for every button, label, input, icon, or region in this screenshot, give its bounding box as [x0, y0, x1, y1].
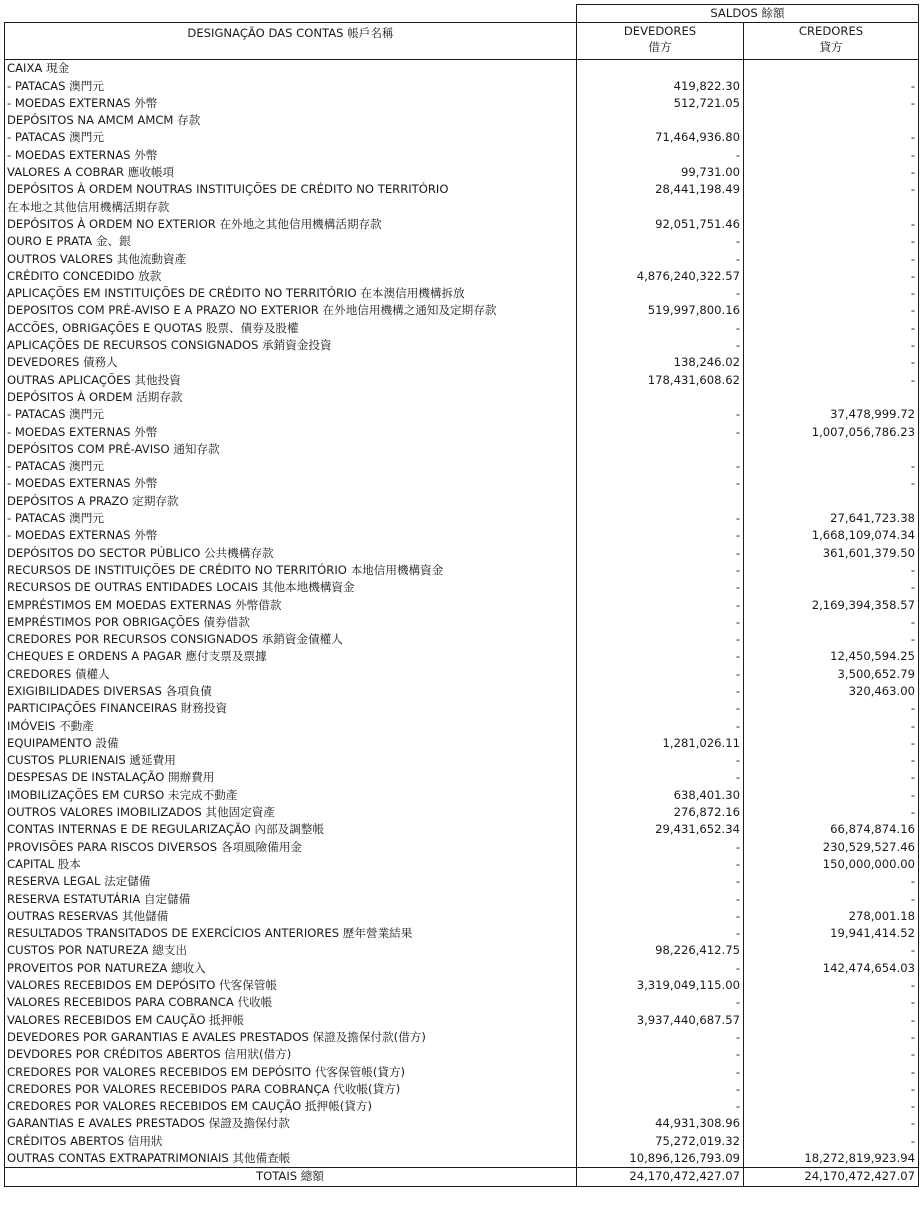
devedores-value: 92,051,751.46 — [577, 216, 744, 233]
account-label: DEPÓSITOS A PRAZO 定期存款 — [5, 493, 577, 510]
account-label: PROVISÕES PARA RISCOS DIVERSOS 各項風險備用金 — [5, 839, 577, 856]
account-label: CRÉDITOS ABERTOS 信用狀 — [5, 1133, 577, 1150]
account-row — [5, 78, 919, 95]
credores-value: - — [744, 372, 919, 389]
devedores-value: - — [577, 562, 744, 579]
account-row — [5, 769, 919, 786]
devedores-value: - — [577, 1046, 744, 1063]
credores-value: - — [744, 752, 919, 769]
devedores-value: 178,431,608.62 — [577, 372, 744, 389]
credores-value: 1,007,056,786.23 — [744, 424, 919, 441]
devedores-value — [577, 493, 744, 510]
header-row-columns — [5, 23, 919, 60]
account-row — [5, 666, 919, 683]
account-row — [5, 181, 919, 198]
credores-label: CREDORES — [798, 24, 864, 39]
devedores-value: - — [577, 233, 744, 250]
account-row — [5, 873, 919, 890]
account-label: 在本地之其他信用機構活期存款 — [5, 199, 577, 216]
devedores-value: 419,822.30 — [577, 78, 744, 95]
devedores-value: - — [577, 1081, 744, 1098]
account-row — [5, 337, 919, 354]
account-label: DEVDORES POR CRÉDITOS ABERTOS 信用狀(借方) — [5, 1046, 577, 1063]
account-label: CHEQUES E ORDENS A PAGAR 應付支票及票據 — [5, 648, 577, 665]
account-label: DEVEDORES 債務人 — [5, 354, 577, 371]
credores-value: - — [744, 95, 919, 112]
credores-value: - — [744, 285, 919, 302]
account-label: APLICAÇÕES DE RECURSOS CONSIGNADOS 承銷資金投資 — [5, 337, 577, 354]
account-row — [5, 960, 919, 977]
account-label: - PATACAS 澳門元 — [5, 129, 577, 146]
credores-value: - — [744, 614, 919, 631]
account-label: CREDORES 債權人 — [5, 666, 577, 683]
credores-value: - — [744, 700, 919, 717]
account-row — [5, 268, 919, 285]
account-label: PROVEITOS POR NATUREZA 總收入 — [5, 960, 577, 977]
account-label: DEPÓSITOS NA AMCM AMCM 存款 — [5, 112, 577, 129]
totals-credores: 24,170,472,427.07 — [744, 1168, 919, 1186]
account-label: DEPÓSITOS À ORDEM NOUTRAS INSTITUIÇÕES DE CRÉDITO NO TERRITÓRIO — [5, 181, 577, 198]
account-row — [5, 614, 919, 631]
credores-value: - — [744, 216, 919, 233]
account-label: EXIGIBILIDADES DIVERSAS 各項負債 — [5, 683, 577, 700]
account-row — [5, 510, 919, 527]
credores-value — [744, 441, 919, 458]
account-label: APLICAÇÕES EM INSTITUIÇÕES DE CRÉDITO NO TERRITÓRIO 在本澳信用機構拆放 — [5, 285, 577, 302]
account-label: VALORES RECEBIDOS PARA COBRANCA 代收帳 — [5, 994, 577, 1011]
credores-label-cn: 貸方 — [819, 40, 843, 55]
credores-value: 3,500,652.79 — [744, 666, 919, 683]
account-row — [5, 1012, 919, 1029]
devedores-value: 4,876,240,322.57 — [577, 268, 744, 285]
devedores-value: - — [577, 1029, 744, 1046]
account-row — [5, 233, 919, 250]
credores-value: 320,463.00 — [744, 683, 919, 700]
account-row — [5, 925, 919, 942]
account-row — [5, 631, 919, 648]
account-label: EMPRÉSTIMOS EM MOEDAS EXTERNAS 外幣借款 — [5, 597, 577, 614]
credores-value: - — [744, 579, 919, 596]
account-row — [5, 1046, 919, 1063]
credores-value: - — [744, 458, 919, 475]
devedores-value: - — [577, 475, 744, 492]
account-label: CUSTOS PLURIENAIS 遞延費用 — [5, 752, 577, 769]
account-label: GARANTIAS E AVALES PRESTADOS 保證及擔保付款 — [5, 1115, 577, 1132]
devedores-value: - — [577, 856, 744, 873]
credores-value: - — [744, 475, 919, 492]
account-label: RECURSOS DE OUTRAS ENTIDADES LOCAIS 其他本地機構資金 — [5, 579, 577, 596]
credores-value — [744, 199, 919, 216]
credores-value: 278,001.18 — [744, 908, 919, 925]
account-row — [5, 735, 919, 752]
credores-value: - — [744, 1081, 919, 1098]
account-row — [5, 942, 919, 959]
devedores-value: - — [577, 337, 744, 354]
account-label: - PATACAS 澳門元 — [5, 406, 577, 423]
account-label: CREDORES POR VALORES RECEBIDOS PARA COBRANÇA 代收帳(貸方) — [5, 1081, 577, 1098]
account-row — [5, 752, 919, 769]
devedores-value: - — [577, 614, 744, 631]
devedores-value: - — [577, 1064, 744, 1081]
credores-value — [744, 493, 919, 510]
devedores-value — [577, 199, 744, 216]
account-label: ACCÕES, OBRIGAÇÕES E QUOTAS 股票、債券及股權 — [5, 320, 577, 337]
account-label: OUTRAS CONTAS EXTRAPATRIMONIAIS 其他備查帳 — [5, 1150, 577, 1168]
account-label: - PATACAS 澳門元 — [5, 78, 577, 95]
account-row — [5, 908, 919, 925]
account-label: DEPOSITOS COM PRÉ-AVISO E A PRAZO NO EXTERIOR 在外地信用機構之通知及定期存款 — [5, 302, 577, 319]
account-row — [5, 320, 919, 337]
credores-value: - — [744, 251, 919, 268]
account-row — [5, 545, 919, 562]
account-row — [5, 302, 919, 319]
devedores-value: 638,401.30 — [577, 787, 744, 804]
credores-value: - — [744, 302, 919, 319]
devedores-value: 138,246.02 — [577, 354, 744, 371]
account-row — [5, 199, 919, 216]
account-row — [5, 821, 919, 838]
account-row — [5, 112, 919, 129]
devedores-value: - — [577, 752, 744, 769]
devedores-value — [577, 112, 744, 129]
designacao-header: DESIGNAÇÃO DAS CONTAS 帳戶名稱 — [5, 23, 577, 60]
account-row — [5, 493, 919, 510]
credores-value: - — [744, 942, 919, 959]
account-row — [5, 527, 919, 544]
credores-value: - — [744, 320, 919, 337]
devedores-value — [577, 389, 744, 406]
account-row — [5, 1029, 919, 1046]
devedores-value: - — [577, 510, 744, 527]
account-row — [5, 1081, 919, 1098]
devedores-label: DEVEDORES — [623, 24, 697, 39]
credores-value: - — [744, 873, 919, 890]
devedores-value: - — [577, 285, 744, 302]
credores-value: 150,000,000.00 — [744, 856, 919, 873]
credores-value: - — [744, 562, 919, 579]
devedores-value: 276,872.16 — [577, 804, 744, 821]
account-row — [5, 562, 919, 579]
devedores-value: 1,281,026.11 — [577, 735, 744, 752]
devedores-value: - — [577, 458, 744, 475]
credores-value — [744, 60, 919, 78]
account-row — [5, 285, 919, 302]
credores-value: - — [744, 181, 919, 198]
devedores-value: - — [577, 1098, 744, 1115]
credores-value: 2,169,394,358.57 — [744, 597, 919, 614]
account-row — [5, 597, 919, 614]
account-label: OURO E PRATA 金、銀 — [5, 233, 577, 250]
account-label: - MOEDAS EXTERNAS 外幣 — [5, 475, 577, 492]
account-label: EMPRÉSTIMOS POR OBRIGAÇÕES 債券借款 — [5, 614, 577, 631]
credores-value: 361,601,379.50 — [744, 545, 919, 562]
totals-label: TOTAIS 總額 — [5, 1168, 577, 1186]
account-row — [5, 60, 919, 78]
devedores-value: 44,931,308.96 — [577, 1115, 744, 1132]
devedores-value: - — [577, 925, 744, 942]
credores-value: 12,450,594.25 — [744, 648, 919, 665]
credores-value: - — [744, 735, 919, 752]
devedores-value: 3,937,440,687.57 — [577, 1012, 744, 1029]
account-label: RESERVA LEGAL 法定儲備 — [5, 873, 577, 890]
devedores-header — [577, 23, 744, 60]
account-label: EQUIPAMENTO 設備 — [5, 735, 577, 752]
devedores-value: - — [577, 320, 744, 337]
credores-value: - — [744, 78, 919, 95]
credores-value: - — [744, 994, 919, 1011]
devedores-value — [577, 441, 744, 458]
account-label: CREDORES POR VALORES RECEBIDOS EM CAUÇÃO 抵押帳(貸方) — [5, 1098, 577, 1115]
account-row — [5, 579, 919, 596]
account-label: VALORES A COBRAR 應收帳項 — [5, 164, 577, 181]
account-row — [5, 251, 919, 268]
account-label: PARTICIPAÇÕES FINANCEIRAS 財務投資 — [5, 700, 577, 717]
devedores-value: - — [577, 700, 744, 717]
account-label: CAIXA 現金 — [5, 60, 577, 78]
credores-value — [744, 389, 919, 406]
credores-value — [744, 112, 919, 129]
devedores-value: - — [577, 769, 744, 786]
account-row — [5, 1064, 919, 1081]
devedores-value: - — [577, 579, 744, 596]
credores-value: - — [744, 787, 919, 804]
credores-value: - — [744, 164, 919, 181]
devedores-value: - — [577, 648, 744, 665]
devedores-value: 29,431,652.34 — [577, 821, 744, 838]
account-row — [5, 164, 919, 181]
devedores-value: - — [577, 251, 744, 268]
credores-value: - — [744, 233, 919, 250]
devedores-value: - — [577, 631, 744, 648]
devedores-value: 99,731.00 — [577, 164, 744, 181]
account-row — [5, 1133, 919, 1150]
account-label: - PATACAS 澳門元 — [5, 510, 577, 527]
credores-value: - — [744, 354, 919, 371]
account-label: - PATACAS 澳門元 — [5, 458, 577, 475]
credores-value: - — [744, 1098, 919, 1115]
credores-value: - — [744, 1115, 919, 1132]
account-label: OUTRAS APLICAÇÕES 其他投資 — [5, 372, 577, 389]
account-label: VALORES RECEBIDOS EM DEPÓSITO 代客保管帳 — [5, 977, 577, 994]
devedores-value: - — [577, 597, 744, 614]
account-label: DESPESAS DE INSTALAÇÃO 開辦費用 — [5, 769, 577, 786]
account-row — [5, 406, 919, 423]
devedores-value: - — [577, 839, 744, 856]
credores-value: 142,474,654.03 — [744, 960, 919, 977]
account-label: CONTAS INTERNAS E DE REGULARIZAÇÃO 內部及調整帳 — [5, 821, 577, 838]
account-row — [5, 129, 919, 146]
devedores-value: 519,997,800.16 — [577, 302, 744, 319]
credores-value: 66,874,874.16 — [744, 821, 919, 838]
account-label: DEVEDORES POR GARANTIAS E AVALES PRESTADOS 保證及擔保付款(借方) — [5, 1029, 577, 1046]
account-row — [5, 389, 919, 406]
account-row — [5, 648, 919, 665]
accounts-table — [4, 4, 919, 1187]
account-label: DEPÓSITOS COM PRÉ-AVISO 通知存款 — [5, 441, 577, 458]
account-label: IMOBILIZAÇÕES EM CURSO 未完成不動產 — [5, 787, 577, 804]
devedores-value: - — [577, 666, 744, 683]
header-row-saldos — [5, 5, 919, 23]
header-blank — [5, 5, 577, 23]
balance-sheet — [4, 4, 919, 1187]
account-row — [5, 856, 919, 873]
account-label: VALORES RECEBIDOS EM CAUÇÃO 抵押帳 — [5, 1012, 577, 1029]
account-row — [5, 354, 919, 371]
account-row — [5, 1150, 919, 1168]
credores-value: - — [744, 977, 919, 994]
credores-value: - — [744, 1046, 919, 1063]
devedores-value: - — [577, 527, 744, 544]
account-row — [5, 804, 919, 821]
devedores-value: - — [577, 406, 744, 423]
account-label: IMÓVEIS 不動產 — [5, 718, 577, 735]
devedores-value: - — [577, 718, 744, 735]
credores-value: - — [744, 891, 919, 908]
account-label: CRÉDITO CONCEDIDO 放款 — [5, 268, 577, 285]
credores-header — [744, 23, 919, 60]
credores-value: - — [744, 1133, 919, 1150]
account-row — [5, 95, 919, 112]
account-label: OUTRAS RESERVAS 其他儲備 — [5, 908, 577, 925]
credores-value: 19,941,414.52 — [744, 925, 919, 942]
devedores-value: 10,896,126,793.09 — [577, 1150, 744, 1168]
devedores-label-cn: 借方 — [648, 40, 672, 55]
account-row — [5, 787, 919, 804]
devedores-value: - — [577, 683, 744, 700]
devedores-value: 3,319,049,115.00 — [577, 977, 744, 994]
account-row — [5, 1098, 919, 1115]
account-label: OUTROS VALORES IMOBILIZADOS 其他固定資產 — [5, 804, 577, 821]
credores-value: - — [744, 631, 919, 648]
account-label: CREDORES POR VALORES RECEBIDOS EM DEPÓSITO 代客保管帳(貸方) — [5, 1064, 577, 1081]
credores-value: 230,529,527.46 — [744, 839, 919, 856]
account-label: RECURSOS DE INSTITUIÇÕES DE CRÉDITO NO TERRITÓRIO 本地信用機構資金 — [5, 562, 577, 579]
devedores-value: - — [577, 994, 744, 1011]
account-row — [5, 424, 919, 441]
devedores-value: 75,272,019.32 — [577, 1133, 744, 1150]
account-row — [5, 147, 919, 164]
credores-value: - — [744, 1029, 919, 1046]
account-row — [5, 718, 919, 735]
account-label: RESERVA ESTATUTÁRIA 自定儲備 — [5, 891, 577, 908]
totals-row — [5, 1168, 919, 1186]
devedores-value: - — [577, 873, 744, 890]
account-label: CREDORES POR RECURSOS CONSIGNADOS 承銷資金債權人 — [5, 631, 577, 648]
devedores-value: - — [577, 891, 744, 908]
account-row — [5, 372, 919, 389]
account-label: DEPÓSITOS À ORDEM NO EXTERIOR 在外地之其他信用機構活期存款 — [5, 216, 577, 233]
devedores-value: - — [577, 545, 744, 562]
devedores-value: 512,721.05 — [577, 95, 744, 112]
account-label: DEPÓSITOS DO SECTOR PÚBLICO 公共機構存款 — [5, 545, 577, 562]
account-label: CAPITAL 股本 — [5, 856, 577, 873]
credores-value: 18,272,819,923.94 — [744, 1150, 919, 1168]
account-label: - MOEDAS EXTERNAS 外幣 — [5, 424, 577, 441]
credores-value: 37,478,999.72 — [744, 406, 919, 423]
account-label: - MOEDAS EXTERNAS 外幣 — [5, 527, 577, 544]
accounts-body — [5, 60, 919, 1168]
devedores-value: - — [577, 960, 744, 977]
account-row — [5, 1115, 919, 1132]
devedores-value: 98,226,412.75 — [577, 942, 744, 959]
devedores-value: - — [577, 147, 744, 164]
saldos-header: SALDOS 餘額 — [577, 5, 919, 23]
account-label: RESULTADOS TRANSITADOS DE EXERCÍCIOS ANTERIORES 歷年營業結果 — [5, 925, 577, 942]
totals-devedores: 24,170,472,427.07 — [577, 1168, 744, 1186]
credores-value: - — [744, 337, 919, 354]
account-row — [5, 216, 919, 233]
account-label: CUSTOS POR NATUREZA 總支出 — [5, 942, 577, 959]
account-row — [5, 700, 919, 717]
credores-value: 1,668,109,074.34 — [744, 527, 919, 544]
credores-value: - — [744, 804, 919, 821]
credores-value: - — [744, 129, 919, 146]
devedores-value — [577, 60, 744, 78]
credores-value: 27,641,723.38 — [744, 510, 919, 527]
account-row — [5, 994, 919, 1011]
account-row — [5, 441, 919, 458]
account-label: OUTROS VALORES 其他流動資產 — [5, 251, 577, 268]
devedores-value: 71,464,936.80 — [577, 129, 744, 146]
credores-value: - — [744, 1012, 919, 1029]
account-row — [5, 977, 919, 994]
devedores-value: 28,441,198.49 — [577, 181, 744, 198]
credores-value: - — [744, 1064, 919, 1081]
devedores-value: - — [577, 424, 744, 441]
devedores-value: - — [577, 908, 744, 925]
account-row — [5, 458, 919, 475]
credores-value: - — [744, 718, 919, 735]
account-label: DEPÓSITOS À ORDEM 活期存款 — [5, 389, 577, 406]
credores-value: - — [744, 769, 919, 786]
credores-value: - — [744, 268, 919, 285]
account-label: - MOEDAS EXTERNAS 外幣 — [5, 95, 577, 112]
credores-value: - — [744, 147, 919, 164]
account-row — [5, 839, 919, 856]
account-row — [5, 475, 919, 492]
account-label: - MOEDAS EXTERNAS 外幣 — [5, 147, 577, 164]
account-row — [5, 891, 919, 908]
account-row — [5, 683, 919, 700]
